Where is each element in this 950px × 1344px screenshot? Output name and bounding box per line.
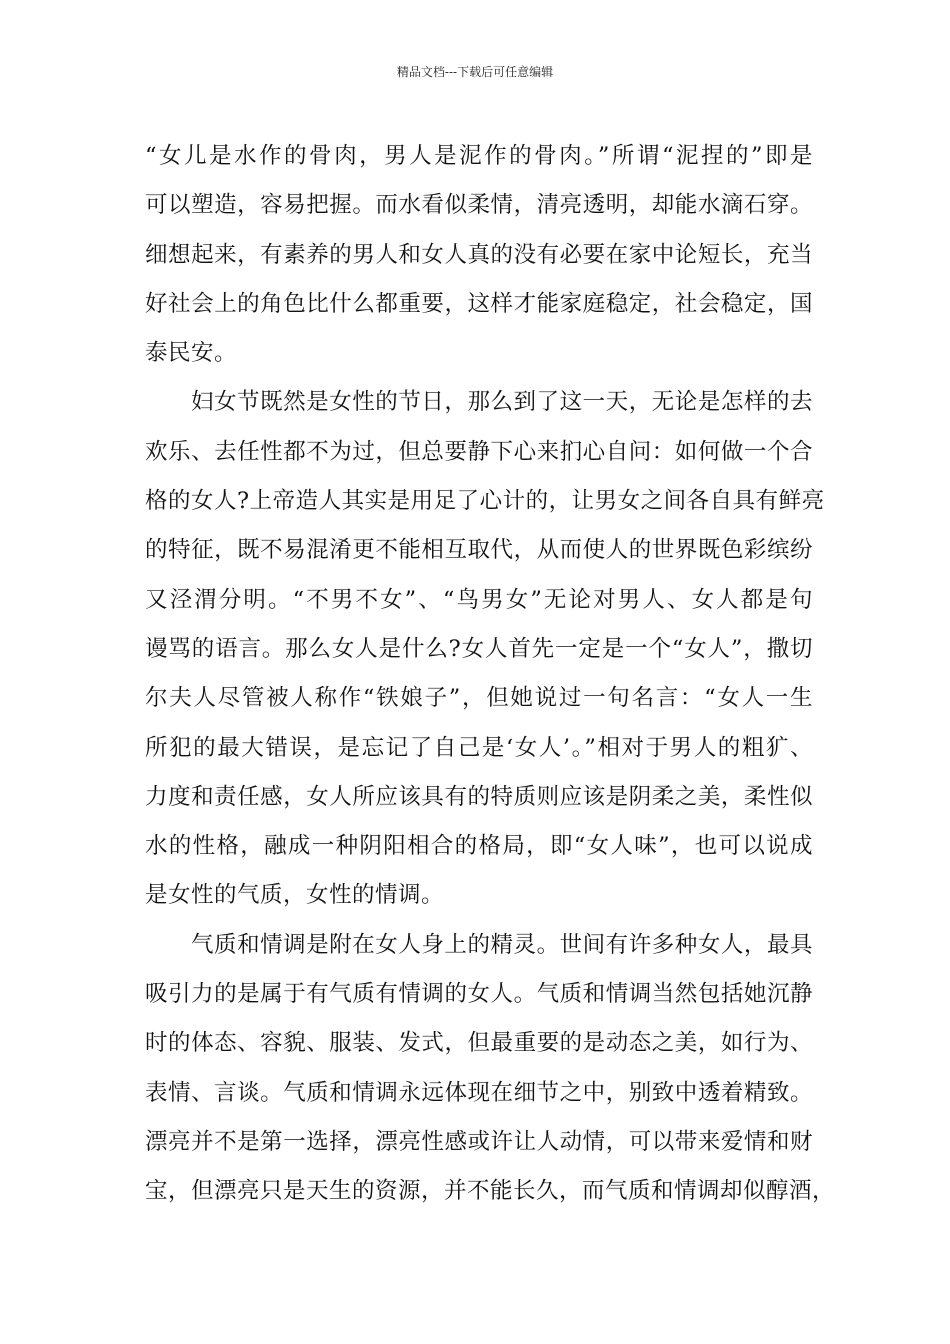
paragraph-3 (145, 921, 836, 1217)
text-line: 尔夫人尽管被人称作“铁娘子”，但她说过一句名言：“女人一生 (145, 685, 813, 712)
document-body (145, 132, 836, 1217)
text-line: 格的女人?上帝造人其实是用足了心计的，让男女之间各自具有鲜亮 (145, 488, 825, 515)
text-line: 所犯的最大错误，是忘记了自己是‘女人’。”相对于男人的粗犷、 (145, 734, 813, 761)
text-line: 吸引力的是属于有气质有情调的女人。气质和情调当然包括她沉静 (145, 981, 813, 1008)
page-header: 精品文档---下载后可任意编辑 (396, 65, 554, 79)
text-line: 的特征，既不易混淆更不能相互取代，从而使人的世界既色彩缤纷 (145, 537, 813, 564)
text-line: 时的体态、容貌、服装、发式，但最重要的是动态之美，如行为、 (145, 1030, 813, 1057)
text-line: 细想起来，有素养的男人和女人真的没有必要在家中论短长，充当 (145, 241, 813, 268)
text-line: 力度和责任感，女人所应该具有的特质则应该是阴柔之美，柔性似 (145, 783, 813, 810)
paragraph-2 (145, 378, 825, 920)
text-line: 可以塑造，容易把握。而水看似柔情，清亮透明，却能水滴石穿。 (145, 192, 813, 219)
text-line: 欢乐、去任性都不为过，但总要静下心来扪心自问：如何做一个合 (145, 438, 813, 465)
text-line: 宝，但漂亮只是天生的资源，并不能长久，而气质和情调却似醇酒， (145, 1178, 836, 1205)
text-line: 漂亮并不是第一选择，漂亮性感或许让人动情，可以带来爱情和财 (145, 1128, 813, 1155)
text-line: “女儿是水作的骨肉，男人是泥作的骨肉。”所谓“泥捏的”即是 (145, 143, 813, 169)
text-line: 好社会上的角色比什么都重要，这样才能家庭稳定，社会稳定，国 (145, 290, 813, 317)
text-line: 又泾渭分明。“不男不女”、“鸟男女”无论对男人、女人都是句 (145, 586, 813, 613)
text-line: 气质和情调是附在女人身上的精灵。世间有许多种女人，最具 (191, 931, 813, 958)
text-line: 表情、言谈。气质和情调永远体现在细节之中，别致中透着精致。 (145, 1079, 813, 1106)
text-line: 谩骂的语言。那么女人是什么?女人首先一定是一个“女人”，撒切 (145, 635, 813, 662)
text-line: 水的性格，融成一种阴阳相合的格局，即“女人味”，也可以说成 (145, 833, 813, 860)
text-line: 泰民安。 (145, 340, 238, 367)
paragraph-1 (145, 132, 813, 378)
text-line: 妇女节既然是女性的节日，那么到了这一天，无论是怎样的去 (191, 389, 813, 416)
text-line: 是女性的气质，女性的情调。 (145, 882, 445, 909)
